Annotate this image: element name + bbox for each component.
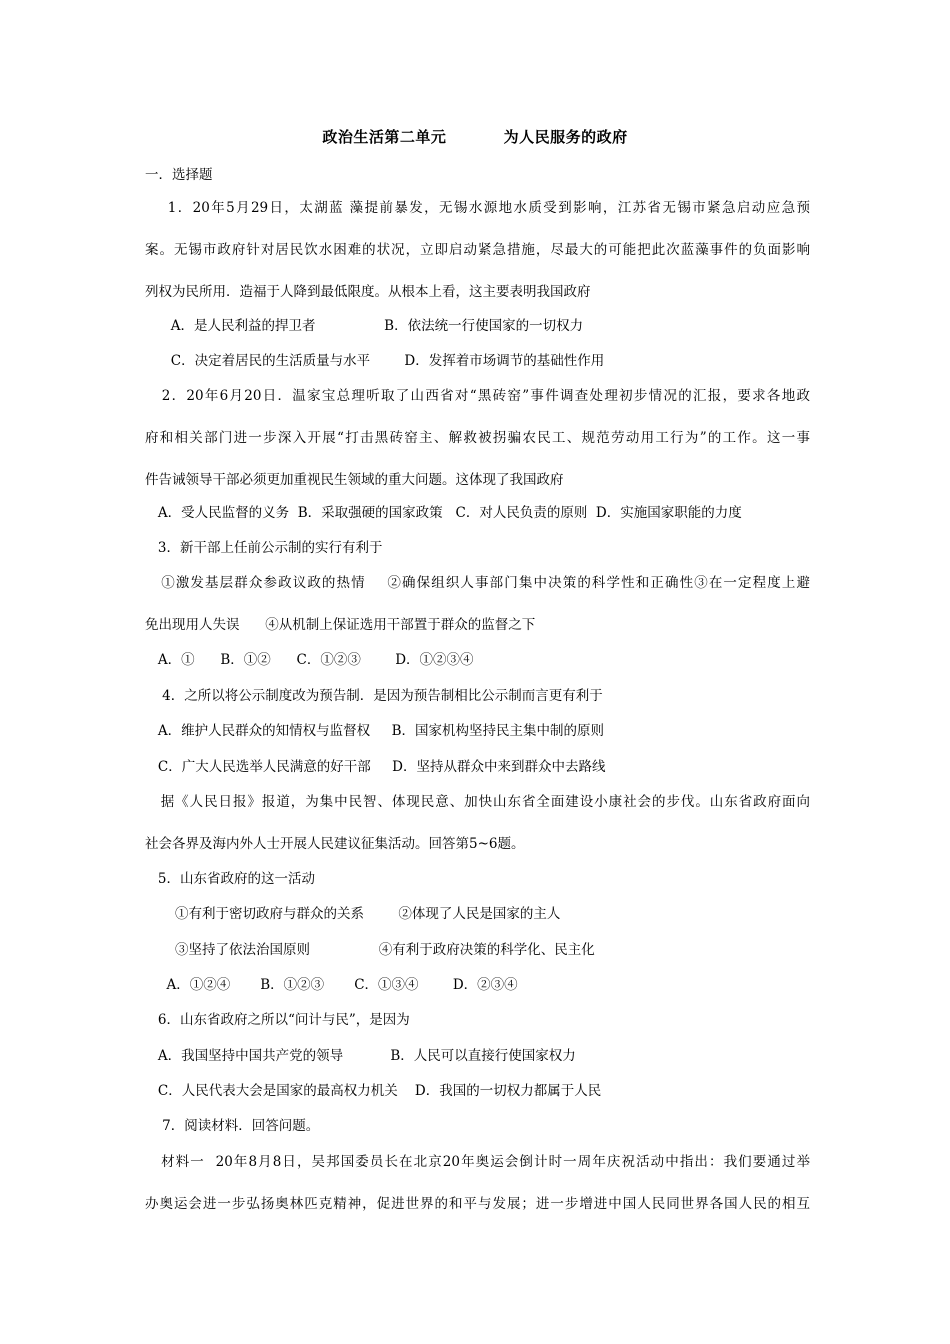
option-line: ③坚持了依法治国原则 ④有利于政府决策的科学化、民主化 bbox=[145, 942, 595, 958]
text-line: 办奥运会进一步弘扬奥林匹克精神，促进世界的和平与发展；进一步增进中国人民同世界各国人民的相互 bbox=[145, 1196, 810, 1212]
option-line: ①有利于密切政府与群众的关系 ②体现了人民是国家的主人 bbox=[145, 906, 561, 922]
text-line: 材料一 20年8月8日，吴邦国委员长在北京20年奥运会倒计时一周年庆祝活动中指出：我们要通过举 bbox=[145, 1154, 810, 1170]
option-line: A．我国坚持中国共产党的领导 B．人民可以直接行使国家权力 bbox=[145, 1048, 576, 1064]
option-line: A．受人民监督的义务 B．采取强硬的国家政策 C．对人民负责的原则 D．实施国家职能的力度 bbox=[145, 505, 742, 521]
option-line: C．人民代表大会是国家的最高权力机关 D．我国的一切权力都属于人民 bbox=[145, 1083, 602, 1099]
option-line: A．① B．①② C．①②③ D．①②③④ bbox=[145, 652, 474, 668]
option-line: C．广大人民选举人民满意的好干部 D．坚持从群众中来到群众中去路线 bbox=[145, 759, 606, 775]
option-line: A．①②④ B．①②③ C．①③④ D．②③④ bbox=[145, 977, 518, 993]
text-line: 1．20年5月29日，太湖蓝 藻提前暴发，无锡水源地水质受到影响，江苏省无锡市紧急启动应急预 bbox=[145, 200, 810, 216]
text-line: 府和相关部门进一步深入开展“打击黑砖窑主、解救被拐骗农民工、规范劳动用工行为”的工作。这一事 bbox=[145, 430, 810, 446]
option-line: A．是人民利益的捍卫者 B．依法统一行使国家的一切权力 bbox=[145, 318, 584, 334]
option-line: A．维护人民群众的知情权与监督权 B．国家机构坚持民主集中制的原则 bbox=[145, 723, 604, 739]
text-line: 列权为民所用．造福于人降到最低限度。从根本上看，这主要表明我国政府 bbox=[145, 284, 591, 300]
text-line: 案。无锡市政府针对居民饮水困难的状况，立即启动紧急措施，尽最大的可能把此次蓝藻事件的负面影响 bbox=[145, 242, 810, 258]
text-line: 4．之所以将公示制度改为预告制．是因为预告制相比公示制而言更有利于 bbox=[145, 688, 603, 704]
text-line: 据《人民日报》报道，为集中民智、体现民意、加快山东省全面建设小康社会的步伐。山东省政府面向 bbox=[145, 794, 810, 810]
text-line: 6．山东省政府之所以“问计与民”，是因为 bbox=[145, 1012, 410, 1028]
page-title: 政治生活第二单元 为人民服务的政府 bbox=[322, 128, 628, 146]
text-line: ①激发基层群众参政议政的热情 ②确保组织人事部门集中决策的科学性和正确性③在一定程度上避 bbox=[145, 575, 810, 591]
option-line: C．决定着居民的生活质量与水平 D．发挥着市场调节的基础性作用 bbox=[145, 353, 605, 369]
text-line: 5．山东省政府的这一活动 bbox=[145, 871, 315, 887]
text-line: 社会各界及海内外人士开展人民建议征集活动。回答第5~6题。 bbox=[145, 836, 525, 852]
text-line: 7．阅读材料．回答问题。 bbox=[145, 1118, 320, 1134]
text-line: 2．20年6月20日．温家宝总理听取了山西省对“黑砖窑”事件调查处理初步情况的汇报，要求各地政 bbox=[145, 388, 810, 404]
text-line: 3．新干部上任前公示制的实行有利于 bbox=[145, 540, 383, 556]
text-line: 免出现用人失误 ④从机制上保证选用干部置于群众的监督之下 bbox=[145, 617, 536, 633]
text-line: 件告诫领导干部必须更加重视民生领域的重大问题。这体现了我国政府 bbox=[145, 472, 564, 488]
section-heading: 一．选择题 bbox=[145, 167, 213, 183]
